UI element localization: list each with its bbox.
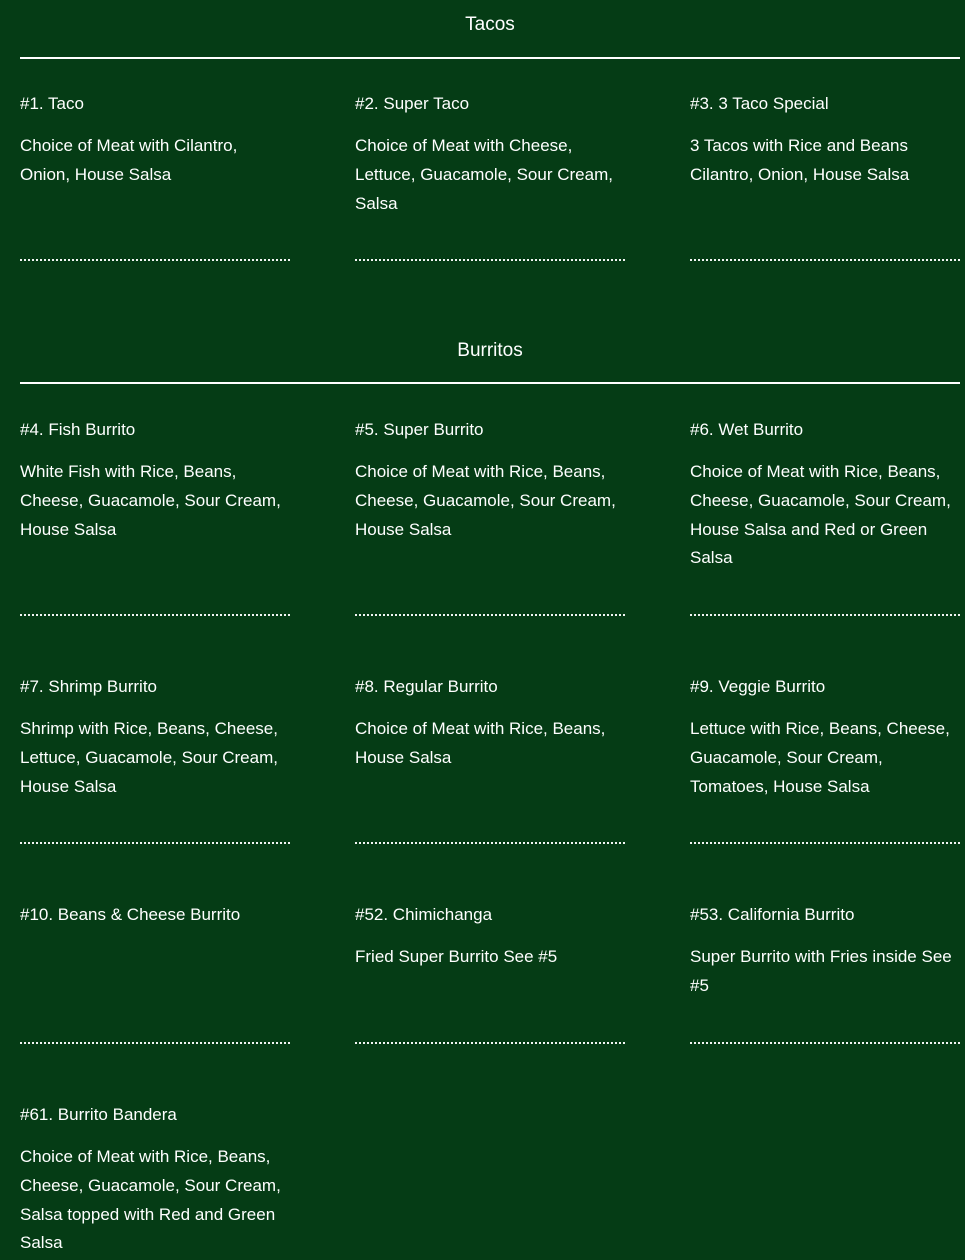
menu-item-regular-burrito	[355, 675, 625, 773]
section-title-tacos: Tacos	[465, 14, 515, 35]
menu-item-name: #52. Chimichanga	[355, 905, 493, 924]
dotted-separator	[355, 842, 625, 844]
menu-item-super-taco	[355, 92, 625, 218]
section-title-burritos: Burritos	[457, 340, 523, 361]
section-divider-burritos	[20, 382, 960, 384]
dotted-separator	[20, 842, 290, 844]
menu-item-name: #3. 3 Taco Special	[690, 94, 829, 113]
dotted-separator	[690, 842, 960, 844]
menu-item-fish-burrito	[20, 418, 290, 544]
menu-item-description: Shrimp with Rice, Beans, Cheese, Lettuce, Guacamole, Sour Cream, House Salsa	[20, 719, 278, 796]
dotted-separator	[20, 614, 290, 616]
menu-item-burrito-bandera	[20, 1103, 290, 1258]
menu-item-name: #61. Burrito Bandera	[20, 1105, 177, 1124]
dotted-separator	[355, 1042, 625, 1044]
menu-item-name: #4. Fish Burrito	[20, 420, 136, 439]
menu-item-3-taco-special	[690, 92, 960, 190]
dotted-separator	[20, 1042, 290, 1044]
menu-item-name: #2. Super Taco	[355, 94, 470, 113]
menu-item-chimichanga	[355, 903, 625, 972]
menu-item-description: 3 Tacos with Rice and Beans Cilantro, Onion, House Salsa	[690, 136, 910, 184]
dotted-separator	[690, 259, 960, 261]
menu-item-description: Super Burrito with Fries inside See #5	[690, 947, 952, 995]
menu-item-california-burrito	[690, 903, 960, 1001]
menu-item-name: #7. Shrimp Burrito	[20, 677, 157, 696]
dotted-separator	[355, 614, 625, 616]
dotted-separator	[355, 259, 625, 261]
menu-item-name: #10. Beans & Cheese Burrito	[20, 905, 241, 924]
menu-item-name: #5. Super Burrito	[355, 420, 484, 439]
menu-item-description: Choice of Meat with Cheese, Lettuce, Guacamole, Sour Cream, Salsa	[355, 136, 613, 213]
menu-item-taco	[20, 92, 290, 190]
menu-item-wet-burrito	[690, 418, 960, 573]
menu-item-description: White Fish with Rice, Beans, Cheese, Guacamole, Sour Cream, House Salsa	[20, 462, 281, 539]
dotted-separator	[20, 259, 290, 261]
menu-item-description: Choice of Meat with Rice, Beans, House Salsa	[355, 719, 606, 767]
menu-item-name: #8. Regular Burrito	[355, 677, 498, 696]
dotted-separator	[690, 614, 960, 616]
menu-item-description: Lettuce with Rice, Beans, Cheese, Guacamole, Sour Cream, Tomatoes, House Salsa	[690, 719, 950, 796]
menu-item-veggie-burrito	[690, 675, 960, 801]
menu-item-description: Choice of Meat with Rice, Beans, Cheese, Guacamole, Sour Cream, House Salsa and Red or Green Salsa	[690, 462, 951, 568]
menu-item-description: Choice of Meat with Cilantro, Onion, House Salsa	[20, 136, 238, 184]
menu-item-description: Fried Super Burrito See #5	[355, 947, 558, 966]
dotted-separator	[690, 1042, 960, 1044]
menu-item-name: #9. Veggie Burrito	[690, 677, 826, 696]
menu-item-beans-cheese-burrito	[20, 903, 290, 927]
menu-item-name: #6. Wet Burrito	[690, 420, 804, 439]
menu-item-super-burrito	[355, 418, 625, 544]
menu-item-shrimp-burrito	[20, 675, 290, 801]
menu-item-description: Choice of Meat with Rice, Beans, Cheese, Guacamole, Sour Cream, Salsa topped with Red and Green Salsa	[20, 1147, 281, 1253]
section-divider-tacos	[20, 57, 960, 59]
menu-item-name: #1. Taco	[20, 94, 84, 113]
menu-item-name: #53. California Burrito	[690, 905, 855, 924]
menu-item-description: Choice of Meat with Rice, Beans, Cheese, Guacamole, Sour Cream, House Salsa	[355, 462, 616, 539]
